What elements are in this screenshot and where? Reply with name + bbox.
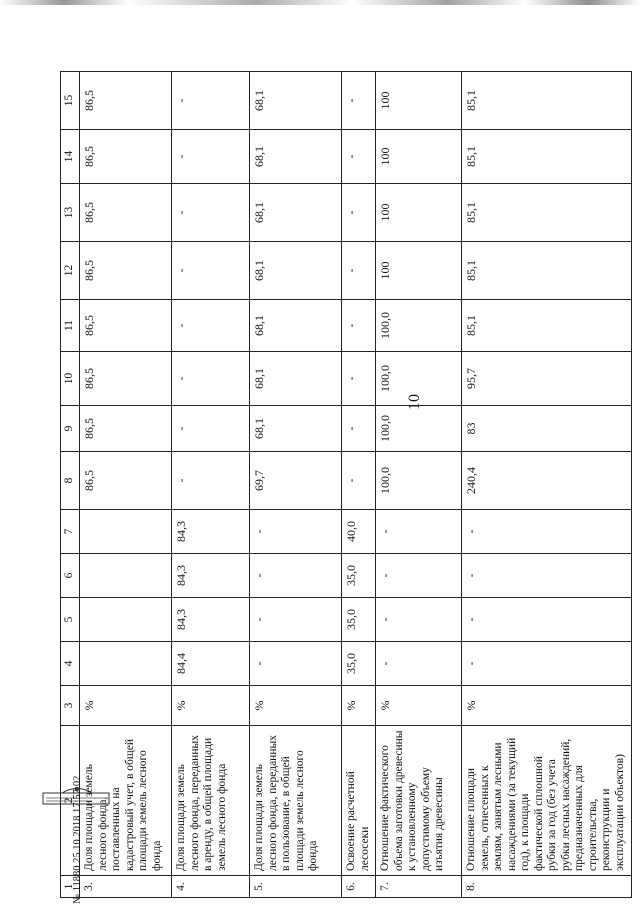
column-header: 10 — [61, 352, 80, 406]
value-cell: - — [172, 406, 250, 452]
column-header: 3 — [61, 686, 80, 726]
table-row — [342, 72, 376, 898]
value-cell: 35,0 — [342, 598, 376, 642]
value-cell: - — [462, 554, 632, 598]
unit-cell: % — [462, 686, 632, 726]
value-cell: - — [342, 352, 376, 406]
value-cell: - — [376, 554, 462, 598]
indicator-name: Доля площади земель лесного фонда, переданных в аренду, в общей площади земель лесного фонда — [172, 726, 250, 876]
unit-cell: % — [342, 686, 376, 726]
value-cell: 85,1 — [462, 242, 632, 300]
column-header: 15 — [61, 72, 80, 130]
value-cell: - — [342, 72, 376, 130]
value-cell: - — [342, 300, 376, 352]
indicator-name: Доля площади земель лесного фонда, переданных в пользование, в общей площади земель лесного фонда — [250, 726, 342, 876]
value-cell: 85,1 — [462, 300, 632, 352]
value-cell: - — [462, 510, 632, 554]
value-cell: 40,0 — [342, 510, 376, 554]
value-cell: - — [172, 184, 250, 242]
value-cell: - — [172, 352, 250, 406]
value-cell: - — [462, 642, 632, 686]
value-cell: 84,4 — [172, 642, 250, 686]
column-header: 9 — [61, 406, 80, 452]
value-cell: - — [172, 300, 250, 352]
header-row — [61, 72, 80, 898]
value-cell: - — [376, 510, 462, 554]
value-cell: 68,1 — [250, 300, 342, 352]
table-row — [250, 72, 342, 898]
column-header: 5 — [61, 598, 80, 642]
value-cell: 85,1 — [462, 184, 632, 242]
column-header: 8 — [61, 452, 80, 510]
value-cell: 84,3 — [172, 598, 250, 642]
value-cell: 68,1 — [250, 242, 342, 300]
scan-artifact — [0, 0, 640, 5]
indicator-name: Отношение площади земель, отнесенных к землям, занятым лесными насаждениями (за текущий год), к площади фактической сплошной рубки за год (без учета рубки лесных насаждений, предназначенных для строительства, реконструкции и эксплуатации объектов) — [462, 726, 632, 876]
row-number: 6. — [342, 876, 376, 898]
row-number: 5. — [250, 876, 342, 898]
value-cell: 100,0 — [376, 352, 462, 406]
row-number: 7. — [376, 876, 462, 898]
value-cell: 68,1 — [250, 184, 342, 242]
rotated-table-container — [60, 72, 626, 898]
value-cell: - — [172, 242, 250, 300]
value-cell: 100,0 — [376, 406, 462, 452]
indicator-table — [60, 71, 632, 898]
value-cell: 68,1 — [250, 72, 342, 130]
value-cell: 100,0 — [376, 452, 462, 510]
value-cell: 86,5 — [80, 72, 172, 130]
unit-cell: % — [376, 686, 462, 726]
value-cell: 86,5 — [80, 130, 172, 184]
value-cell: 86,5 — [80, 352, 172, 406]
value-cell: 83 — [462, 406, 632, 452]
table-body — [61, 72, 632, 898]
table-row — [462, 72, 632, 898]
page-number: 10 — [406, 394, 423, 410]
value-cell: - — [342, 184, 376, 242]
value-cell: 100 — [376, 72, 462, 130]
value-cell: - — [172, 452, 250, 510]
value-cell: 100,0 — [376, 300, 462, 352]
value-cell: 85,1 — [462, 130, 632, 184]
value-cell: 86,5 — [80, 452, 172, 510]
table-row — [172, 72, 250, 898]
value-cell: 86,5 — [80, 300, 172, 352]
column-header: 6 — [61, 554, 80, 598]
value-cell: - — [376, 642, 462, 686]
value-cell: - — [342, 130, 376, 184]
column-header: 13 — [61, 184, 80, 242]
value-cell: - — [250, 554, 342, 598]
value-cell: - — [462, 598, 632, 642]
value-cell: 86,5 — [80, 406, 172, 452]
column-header: 1 — [61, 876, 80, 898]
value-cell: 84,3 — [172, 554, 250, 598]
row-number: 8. — [462, 876, 632, 898]
value-cell: 68,1 — [250, 352, 342, 406]
value-cell — [80, 554, 172, 598]
indicator-name: Освоение расчетной лесосеки — [342, 726, 376, 876]
value-cell: 100 — [376, 242, 462, 300]
column-header: 2 — [61, 726, 80, 876]
column-header: 14 — [61, 130, 80, 184]
value-cell: 69,7 — [250, 452, 342, 510]
value-cell: 240,4 — [462, 452, 632, 510]
table-row — [376, 72, 462, 898]
column-header: 11 — [61, 300, 80, 352]
value-cell: 35,0 — [342, 554, 376, 598]
value-cell: 100 — [376, 184, 462, 242]
value-cell: 85,1 — [462, 72, 632, 130]
value-cell — [80, 642, 172, 686]
column-header: 12 — [61, 242, 80, 300]
value-cell: 68,1 — [250, 130, 342, 184]
value-cell: 95,7 — [462, 352, 632, 406]
value-cell: 86,5 — [80, 184, 172, 242]
value-cell: 86,5 — [80, 242, 172, 300]
unit-cell: % — [172, 686, 250, 726]
value-cell: 35,0 — [342, 642, 376, 686]
value-cell: 84,3 — [172, 510, 250, 554]
indicator-name: Доля площади земель лесного фонда, поставленных на кадастровый учет, в общей площади земель лесного фонда — [80, 726, 172, 876]
unit-cell: % — [250, 686, 342, 726]
column-header: 4 — [61, 642, 80, 686]
value-cell: - — [172, 72, 250, 130]
value-cell — [80, 510, 172, 554]
value-cell: 68,1 — [250, 406, 342, 452]
value-cell: - — [376, 598, 462, 642]
value-cell: - — [250, 642, 342, 686]
value-cell: - — [250, 598, 342, 642]
table-row — [80, 72, 172, 898]
value-cell: - — [172, 130, 250, 184]
value-cell: - — [342, 452, 376, 510]
row-number: 3. — [80, 876, 172, 898]
row-number: 4. — [172, 876, 250, 898]
unit-cell: % — [80, 686, 172, 726]
value-cell — [80, 598, 172, 642]
value-cell: - — [250, 510, 342, 554]
value-cell: - — [342, 242, 376, 300]
value-cell: - — [342, 406, 376, 452]
value-cell: 100 — [376, 130, 462, 184]
indicator-name: Отношение фактического объема заготовки древесины к установленному допустимому объему изъятия древесины — [376, 726, 462, 876]
document-registration-footer: № 11880 25.10.2018 17:57:02 — [72, 775, 83, 904]
column-header: 7 — [61, 510, 80, 554]
